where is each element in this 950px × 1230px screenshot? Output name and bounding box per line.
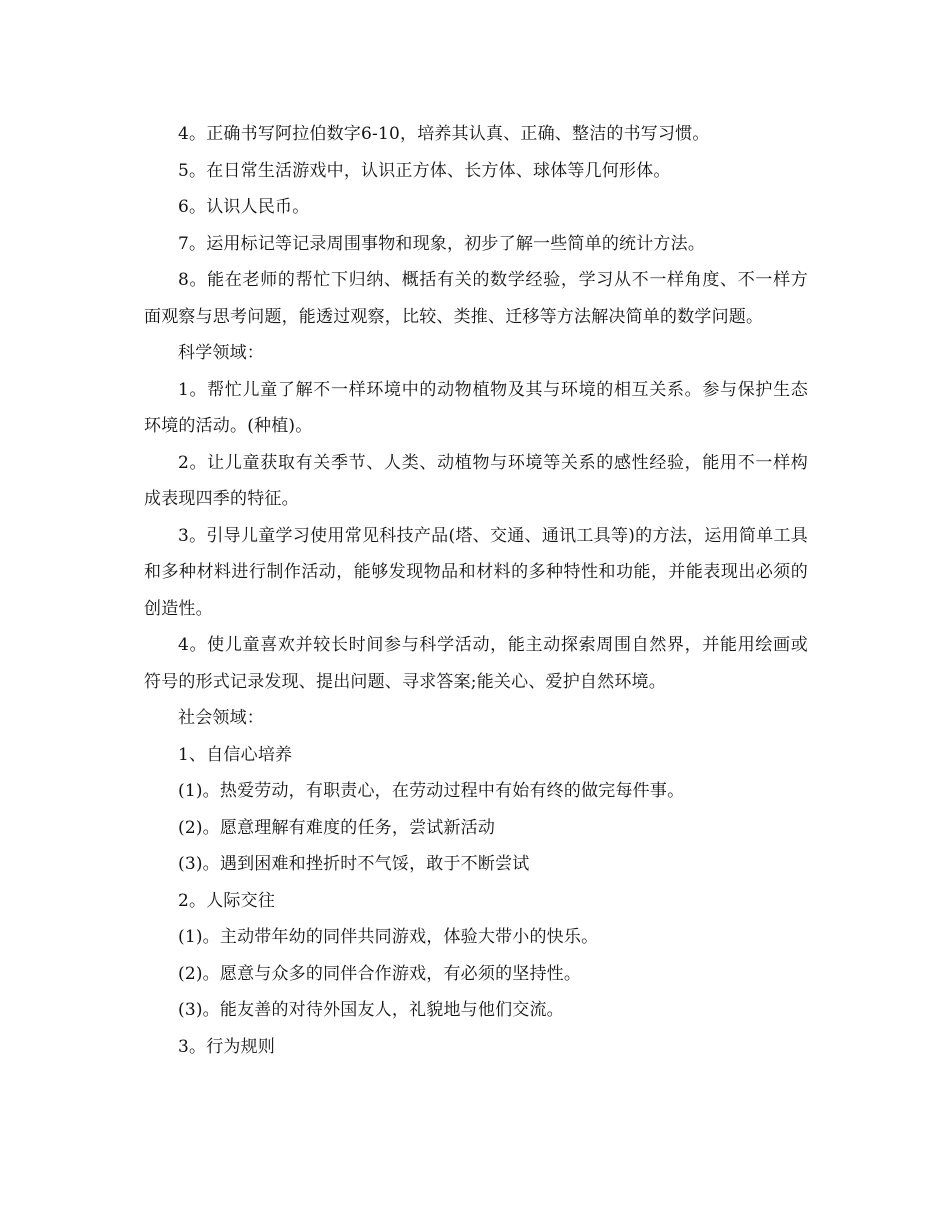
paragraph-interpersonal-item-1: (1)。主动带年幼的同伴共同游戏，体验大带小的快乐。 [178, 927, 599, 947]
paragraph-math-item-7: 7。运用标记等记录周围事物和现象，初步了解一些简单的统计方法。 [178, 233, 706, 254]
paragraph-math-item-5: 5。在日常生活游戏中，认识正方体、长方体、球体等几何形体。 [178, 160, 671, 181]
paragraph-confidence-item-3: (3)。遇到困难和挫折时不气馁，敢于不断尝试 [178, 854, 530, 874]
section-heading-science: 科学领域： [178, 343, 264, 363]
paragraph-math-item-8: 8。能在老师的帮忙下归纳、概括有关的数学经验，学习从不一样角度、不一样方面观察与思考问题，能透过观察，比较、类推、迁移等方法解决简单的数学问题。 [144, 270, 808, 327]
document-body [144, 116, 808, 1065]
subheading-behavior-rules: 3。行为规则 [178, 1036, 276, 1057]
paragraph-science-item-3: 3。引导儿童学习使用常见科技产品(塔、交通、通讯工具等)的方法，运用简单工具和多种材料进行制作活动，能够发现物品和材料的多种特性和功能，并能表现出必须的创造性。 [144, 525, 808, 619]
section-heading-social: 社会领域： [178, 708, 264, 728]
paragraph-interpersonal-item-2: (2)。愿意与众多的同伴合作游戏，有必须的坚持性。 [178, 963, 582, 984]
paragraph-science-item-4: 4。使儿童喜欢并较长时间参与科学活动，能主动探索周围自然界，并能用绘画或符号的形式记录发现、提出问题、寻求答案;能关心、爱护自然环境。 [144, 635, 808, 692]
paragraph-math-item-6: 6。认识人民币。 [178, 197, 310, 217]
paragraph-science-item-2: 2。让儿童获取有关季节、人类、动植物与环境等关系的感性经验，能用不一样构成表现四季的特征。 [144, 452, 808, 509]
paragraph-confidence-item-1: (1)。热爱劳动，有职责心，在劳动过程中有始有终的做完每件事。 [178, 781, 685, 801]
subheading-interpersonal: 2。人际交往 [178, 890, 276, 911]
paragraph-confidence-item-2: (2)。愿意理解有难度的任务，尝试新活动 [178, 817, 496, 838]
paragraph-interpersonal-item-3: (3)。能友善的对待外国友人，礼貌地与他们交流。 [178, 1000, 564, 1020]
paragraph-science-item-1: 1。帮忙儿童了解不一样环境中的动物植物及其与环境的相互关系。参与保护生态环境的活动。(种植)。 [144, 379, 808, 436]
paragraph-math-item-4: 4。正确书写阿拉伯数字6-10，培养其认真、正确、整洁的书写习惯。 [178, 124, 710, 144]
subheading-self-confidence: 1、自信心培养 [178, 744, 293, 765]
